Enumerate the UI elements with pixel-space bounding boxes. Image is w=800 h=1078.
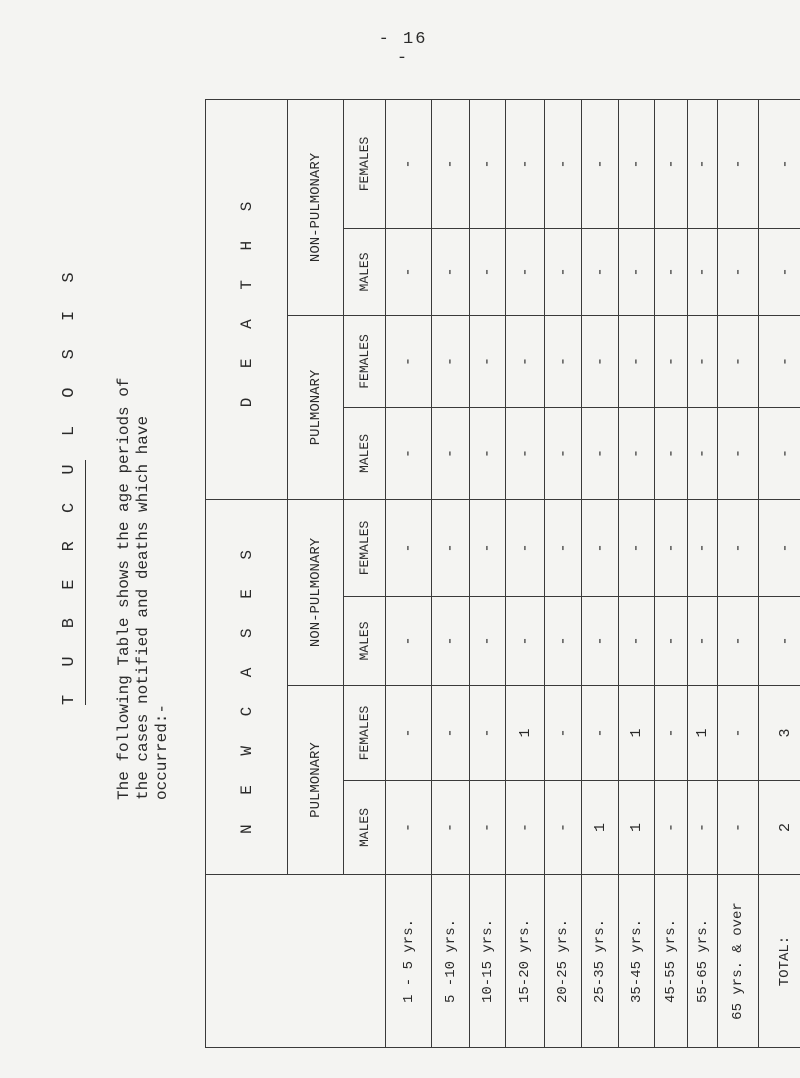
age-period-cell: 25-35 yrs. — [582, 875, 619, 1048]
table-row — [386, 99, 432, 1047]
value-cell: - — [718, 407, 759, 499]
value-cell: - — [688, 781, 718, 875]
value-cell: - — [432, 686, 470, 781]
title-underline — [85, 460, 86, 705]
table-row — [432, 99, 470, 1047]
table-row — [759, 99, 800, 1047]
value-cell: - — [688, 499, 718, 596]
value-cell: - — [619, 228, 655, 315]
value-cell: 3 — [759, 686, 800, 781]
value-cell: - — [655, 686, 688, 781]
value-cell: - — [582, 228, 619, 315]
value-cell: - — [619, 597, 655, 686]
value-cell: - — [506, 99, 545, 228]
value-cell: 1 — [582, 781, 619, 875]
value-cell: - — [506, 315, 545, 407]
table-row — [688, 99, 718, 1047]
deaths-pulmonary-header: PULMONARY — [288, 315, 344, 499]
value-cell: - — [432, 315, 470, 407]
value-cell: - — [432, 99, 470, 228]
value-cell: - — [386, 228, 432, 315]
age-period-cell: 45-55 yrs. — [655, 875, 688, 1048]
value-cell: - — [718, 597, 759, 686]
value-cell: - — [718, 781, 759, 875]
deaths-non-pulmonary-header: NON-PULMONARY — [288, 99, 344, 315]
value-cell: - — [619, 99, 655, 228]
intro-paragraph: The following Table shows the age periods of the cases notified and deaths which have occurred:- — [115, 377, 171, 800]
value-cell: - — [655, 781, 688, 875]
value-cell: - — [759, 499, 800, 596]
deaths-header: D E A T H S — [206, 99, 288, 499]
value-cell: - — [582, 99, 619, 228]
males-header: MALES — [344, 228, 386, 315]
value-cell: - — [386, 315, 432, 407]
table-row — [718, 99, 759, 1047]
males-header: MALES — [344, 407, 386, 499]
value-cell: - — [470, 781, 506, 875]
value-cell: - — [545, 407, 582, 499]
value-cell: - — [759, 228, 800, 315]
value-cell: - — [655, 228, 688, 315]
males-header: MALES — [344, 597, 386, 686]
age-period-cell: 10-15 yrs. — [470, 875, 506, 1048]
value-cell: - — [386, 781, 432, 875]
value-cell: - — [619, 499, 655, 596]
age-period-cell: 55-65 yrs. — [688, 875, 718, 1048]
value-cell: - — [506, 499, 545, 596]
heading-block — [45, 20, 171, 920]
table-row — [582, 99, 619, 1047]
value-cell: - — [432, 407, 470, 499]
new-cases-header: N E W C A S E S — [206, 499, 288, 874]
age-period-cell: 5 -10 yrs. — [432, 875, 470, 1048]
value-cell: - — [470, 228, 506, 315]
new-pulmonary-header: PULMONARY — [288, 686, 344, 875]
value-cell: - — [506, 781, 545, 875]
value-cell: - — [718, 228, 759, 315]
value-cell: 2 — [759, 781, 800, 875]
value-cell: - — [386, 597, 432, 686]
value-cell: - — [470, 499, 506, 596]
value-cell: - — [432, 499, 470, 596]
value-cell: - — [688, 228, 718, 315]
value-cell: - — [386, 499, 432, 596]
value-cell: 1 — [688, 686, 718, 781]
value-cell: - — [759, 407, 800, 499]
page-number: - 16 - — [378, 30, 428, 68]
age-period-cell: 15-20 yrs. — [506, 875, 545, 1048]
value-cell: - — [506, 597, 545, 686]
value-cell: - — [470, 686, 506, 781]
value-cell: - — [619, 407, 655, 499]
table-body — [386, 99, 800, 1047]
value-cell: - — [582, 686, 619, 781]
value-cell: - — [432, 781, 470, 875]
males-header: MALES — [344, 781, 386, 875]
table-row — [470, 99, 506, 1047]
age-period-cell: TOTAL: — [759, 875, 800, 1048]
value-cell: - — [688, 315, 718, 407]
value-cell: - — [655, 407, 688, 499]
value-cell: - — [655, 499, 688, 596]
table-row — [506, 99, 545, 1047]
value-cell: - — [545, 315, 582, 407]
value-cell: - — [506, 228, 545, 315]
females-header: FEMALES — [344, 686, 386, 781]
value-cell: - — [432, 597, 470, 686]
females-header: FEMALES — [344, 315, 386, 407]
value-cell: - — [582, 499, 619, 596]
value-cell: - — [718, 686, 759, 781]
value-cell: - — [432, 228, 470, 315]
value-cell: - — [718, 499, 759, 596]
value-cell: - — [718, 99, 759, 228]
tuberculosis-table — [205, 100, 794, 1048]
value-cell: 1 — [619, 781, 655, 875]
value-cell: 1 — [619, 686, 655, 781]
value-cell: - — [545, 686, 582, 781]
age-period-cell: 35-45 yrs. — [619, 875, 655, 1048]
value-cell: - — [655, 597, 688, 686]
age-period-cell: 20-25 yrs. — [545, 875, 582, 1048]
value-cell: - — [718, 315, 759, 407]
value-cell: - — [688, 407, 718, 499]
value-cell: - — [545, 228, 582, 315]
value-cell: - — [759, 99, 800, 228]
value-cell: - — [470, 407, 506, 499]
page-title: T U B E R C U L O S I S — [60, 263, 79, 705]
value-cell: - — [759, 315, 800, 407]
table-row — [545, 99, 582, 1047]
value-cell: - — [688, 99, 718, 228]
females-header: FEMALES — [344, 99, 386, 228]
value-cell: - — [619, 315, 655, 407]
table-row — [619, 99, 655, 1047]
value-cell: - — [545, 597, 582, 686]
value-cell: - — [759, 597, 800, 686]
value-cell: - — [386, 686, 432, 781]
value-cell: - — [582, 597, 619, 686]
value-cell: - — [582, 407, 619, 499]
value-cell: - — [655, 315, 688, 407]
table-row — [655, 99, 688, 1047]
value-cell: - — [470, 315, 506, 407]
value-cell: - — [688, 597, 718, 686]
value-cell: - — [470, 99, 506, 228]
females-header: FEMALES — [344, 499, 386, 596]
value-cell: - — [545, 781, 582, 875]
value-cell: - — [506, 407, 545, 499]
value-cell: - — [470, 597, 506, 686]
value-cell: 1 — [506, 686, 545, 781]
value-cell: - — [386, 99, 432, 228]
age-period-cell: 1 - 5 yrs. — [386, 875, 432, 1048]
value-cell: - — [582, 315, 619, 407]
new-non-pulmonary-header: NON-PULMONARY — [288, 499, 344, 685]
age-period-cell: 65 yrs. & over — [718, 875, 759, 1048]
value-cell: - — [655, 99, 688, 228]
age-header-cell — [206, 875, 386, 1048]
value-cell: - — [386, 407, 432, 499]
value-cell: - — [545, 99, 582, 228]
value-cell: - — [545, 499, 582, 596]
